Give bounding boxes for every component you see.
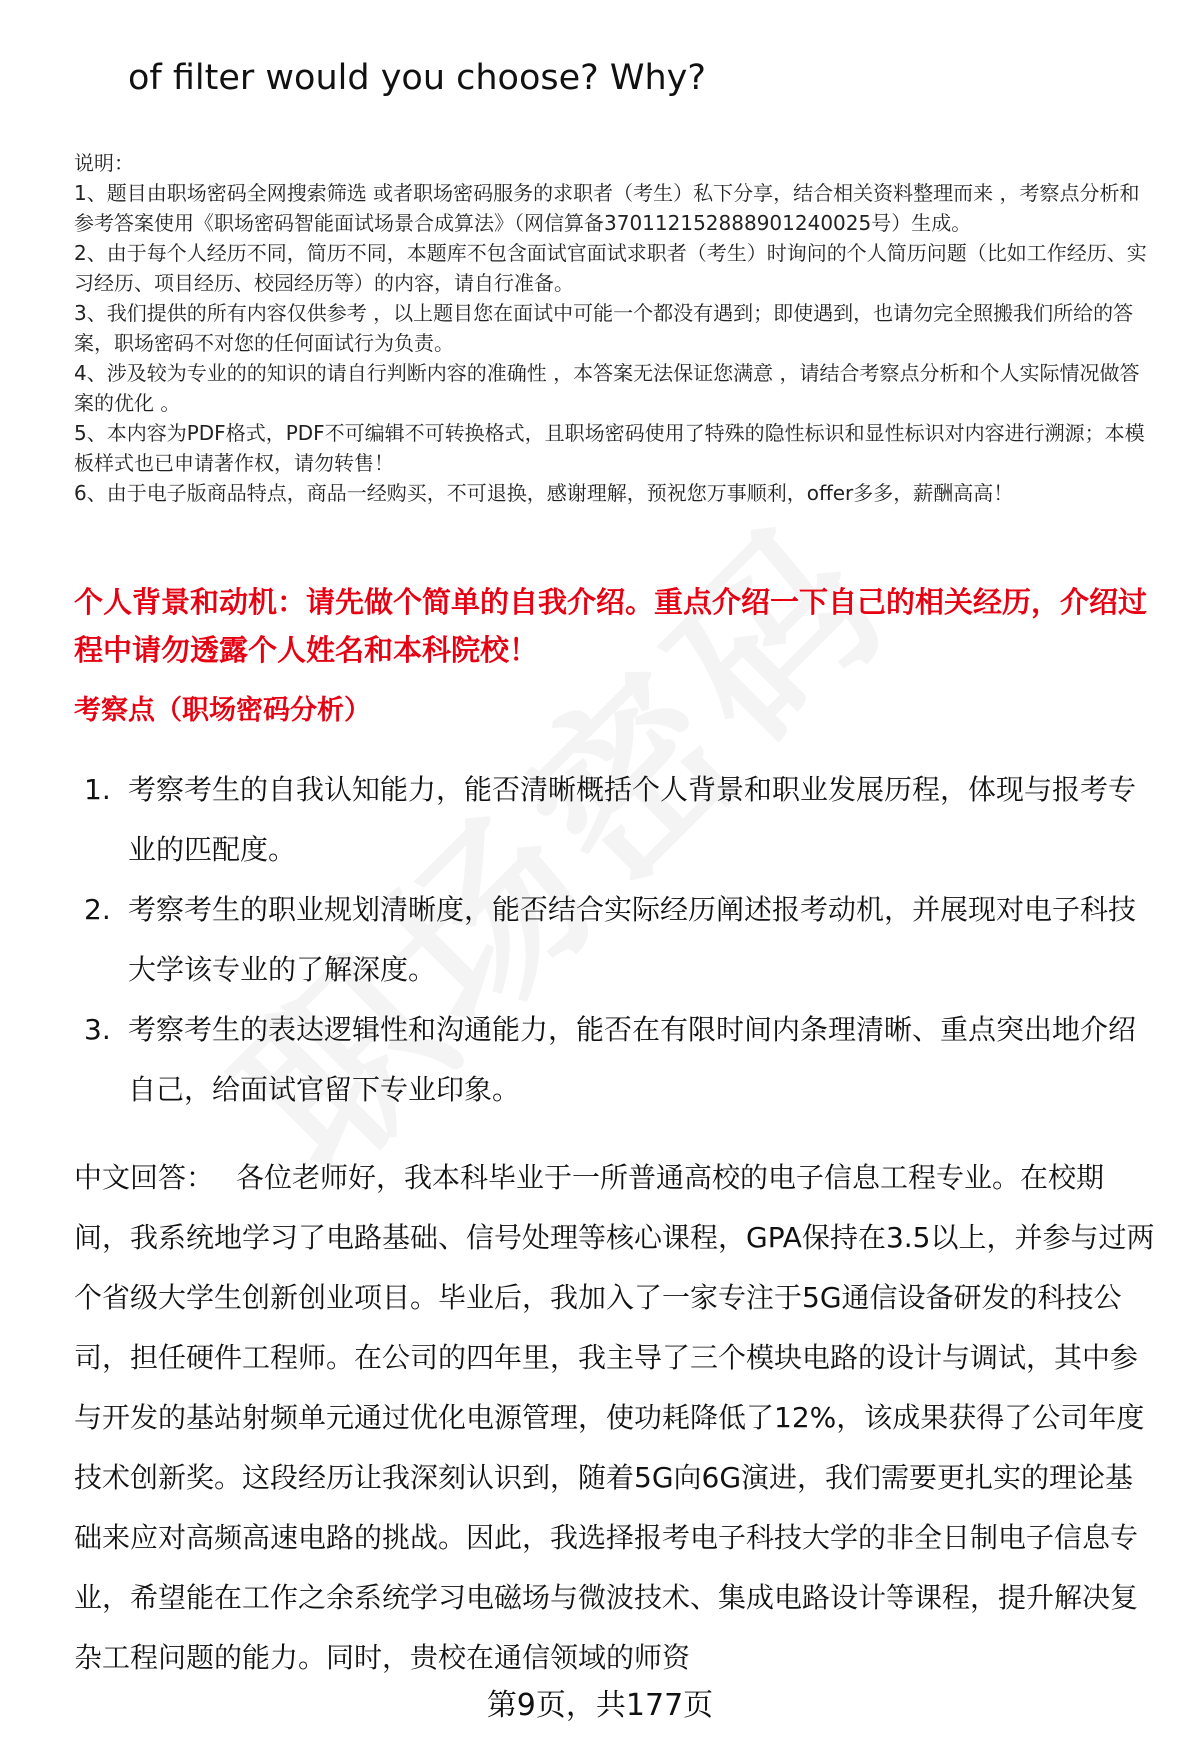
question-heading: 个人背景和动机：请先做个简单的自我介绍。重点介绍一下自己的相关经历，介绍过程中请勿透露个人姓名和本科院校！	[74, 585, 1148, 667]
point-number: 1.	[84, 773, 111, 806]
note-item: 6、由于电子版商品特点，商品一经购买，不可退换，感谢理解，预祝您万事顺利，offer多多，薪酬高高！	[74, 481, 1014, 505]
notes-section	[74, 148, 1154, 508]
notes-title: 说明：	[74, 151, 134, 175]
point-text: 考察考生的职业规划清晰度，能否结合实际经历阐述报考动机，并展现对电子科技大学该专业的了解深度。	[128, 893, 1137, 986]
answer-text: 各位老师好，我本科毕业于一所普通高校的电子信息工程专业。在校期间，我系统地学习了电路基础、信号处理等核心课程，GPA保持在3.5以上，并参与过两个省级大学生创新创业项目。毕业后，我加入了一家专注于5G通信设备研发的科技公司，担任硬件工程师。在公司的四年里，我主导了三个模块电路的设计与调试，其中参与开发的基站射频单元通过优化电源管理，使功耗降低了12%，该成果获得了公司年度技术创新奖。这段经历让我深刻认识到，随着5G向6G演进，我们需要更扎实的理论基础来应对高频高速电路的挑战。因此，我选择报考电子科技大学的非全日制电子信息专业，希望能在工作之余系统学习电磁场与微波技术、集成电路设计等课程，提升解决复杂工程问题的能力。同时，贵校在通信领域的师资	[74, 1161, 1155, 1674]
note-item: 3、我们提供的所有内容仅供参考 ，以上题目您在面试中可能一个都没有遇到；即使遇到，也请勿完全照搬我们所给的答案，职场密码不对您的任何面试行为负责。	[74, 301, 1134, 355]
analysis-heading: 考察点（职场密码分析）	[74, 695, 371, 726]
note-item: 4、涉及较为专业的的知识的请自行判断内容的准确性 ，本答案无法保证您满意 ，请结合考察点分析和个人实际情况做答案的优化 。	[74, 361, 1140, 415]
point-text: 考察考生的表达逻辑性和沟通能力，能否在有限时间内条理清晰、重点突出地介绍自己，给面试官留下专业印象。	[128, 1013, 1137, 1106]
analysis-point	[74, 1000, 1154, 1120]
page-number-footer: 第9页，共177页	[486, 1688, 714, 1723]
point-number: 3.	[84, 1013, 111, 1046]
point-text: 考察考生的自我认知能力，能否清晰概括个人背景和职业发展历程，体现与报考专业的匹配度。	[128, 773, 1137, 866]
answer-paragraph	[74, 1148, 1160, 1688]
point-number: 2.	[84, 893, 111, 926]
note-item: 2、由于每个人经历不同，简历不同，本题库不包含面试官面试求职者（考生）时询问的个人简历问题（比如工作经历、实习经历、项目经历、校园经历等）的内容，请自行准备。	[74, 241, 1147, 295]
analysis-point	[74, 880, 1154, 1000]
note-item: 5、本内容为PDF格式，PDF不可编辑不可转换格式，且职场密码使用了特殊的隐性标识和显性标识对内容进行溯源；本模板样式也已申请著作权，请勿转售！	[74, 421, 1145, 475]
analysis-points-list	[74, 760, 1154, 1120]
carry-over-text: of filter would you choose? Why?	[128, 58, 706, 98]
note-item: 1、题目由职场密码全网搜索筛选 或者职场密码服务的求职者（考生）私下分享，结合相关资料整理而来 ，考察点分析和参考答案使用《职场密码智能面试场景合成算法》（网信算备370112152888901240025号）生成。	[74, 181, 1140, 235]
analysis-point	[74, 760, 1154, 880]
answer-label: 中文回答：	[74, 1161, 215, 1194]
